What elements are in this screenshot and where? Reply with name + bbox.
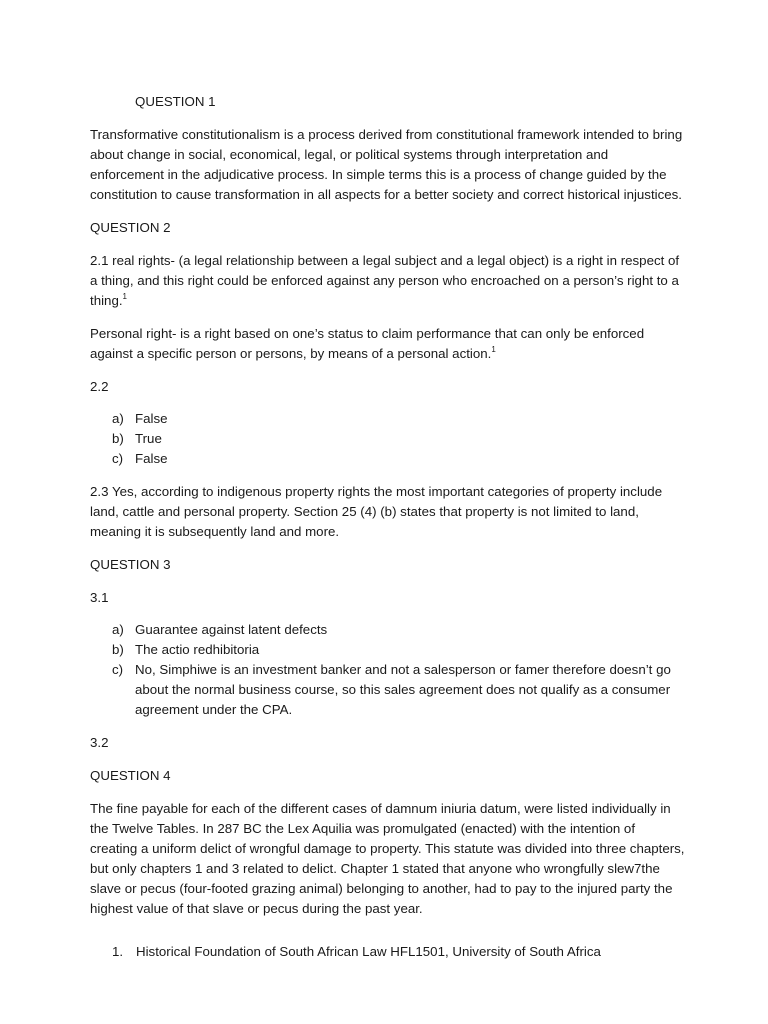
question-4-heading: QUESTION 4: [90, 768, 171, 783]
question-2-heading: QUESTION 2: [90, 220, 171, 235]
footnote-text: Historical Foundation of South African Law HFL1501, University of South Africa: [136, 944, 601, 959]
subquestion-2-2-label: 2.2: [90, 379, 109, 394]
list-item: [90, 449, 685, 469]
question-1-answer: Transformative constitutionalism is a process derived from constitutional framework intended to bring about change in social, economical, legal, or political systems through interpretation and enforcement in the adjudicative process. In simple terms this is a process of change guided by the constitution to cause transformation in all aspects for a better society and correct historical injustices.: [90, 127, 683, 202]
list-item-text: False: [135, 451, 168, 466]
list-item: [90, 429, 685, 449]
answer-2-1-text: 2.1 real rights- (a legal relationship between a legal subject and a legal object) is a right in respect of a thing, and this right could be enforced against any person who encroached on a person’s right to a thing.: [90, 253, 680, 308]
list-item-text: True: [135, 431, 162, 446]
list-marker: c): [112, 451, 124, 466]
list-item-text: False: [135, 411, 168, 426]
list-item-text: The actio redhibitoria: [135, 642, 260, 657]
personal-right-paragraph: [90, 324, 685, 364]
list-marker: b): [112, 431, 124, 446]
subquestion-3-1-label: 3.1: [90, 590, 109, 605]
document-body: [90, 92, 685, 932]
list-marker: b): [112, 642, 124, 657]
list-marker: a): [112, 622, 124, 637]
list-item: [90, 660, 685, 720]
answer-2-2-list: [90, 409, 685, 469]
answer-3-1-list: [90, 620, 685, 720]
question-4-answer: The fine payable for each of the different cases of damnum iniuria datum, were listed individually in the Twelve Tables. In 287 BC the Lex Aquilia was promulgated (enacted) with the intention of creating a uniform delict of wrongful damage to property. This statute was divided into three chapters, but only chapters 1 and 3 related to delict. Chapter 1 stated that anyone who wrongfully slew7the slave or pecus (four-footed grazing animal) belonging to another, had to pay to the injured party the highest value of that slave or pecus during the past year.: [90, 801, 685, 916]
question-1-heading: QUESTION 1: [135, 94, 216, 109]
list-item: [90, 620, 685, 640]
list-marker: a): [112, 411, 124, 426]
subquestion-3-2-label: 3.2: [90, 735, 109, 750]
list-item-text: Guarantee against latent defects: [135, 622, 328, 637]
list-marker: c): [112, 662, 124, 677]
footnote-ref: 1: [491, 345, 496, 354]
footnote-ref: 1: [122, 292, 127, 301]
answer-2-3: 2.3 Yes, according to indigenous property rights the most important categories of property include land, cattle and personal property. Section 25 (4) (b) states that property is not limited to land, meaning it is subsequently land and more.: [90, 484, 663, 539]
list-item: [90, 640, 685, 660]
list-item-text: No, Simphiwe is an investment banker and not a salesperson or famer therefore doesn’t go about the normal business course, so this sales agreement does not qualify as a consumer agreement under the CPA.: [135, 662, 671, 717]
personal-right-text: Personal right- is a right based on one’s status to claim performance that can only be enforced against a specific person or persons, by means of a personal action.: [90, 326, 645, 361]
question-3-heading: QUESTION 3: [90, 557, 171, 572]
answer-2-1: [90, 251, 685, 311]
footnote-number: 1.: [112, 944, 124, 959]
list-item: [90, 409, 685, 429]
footnote: [112, 942, 672, 962]
